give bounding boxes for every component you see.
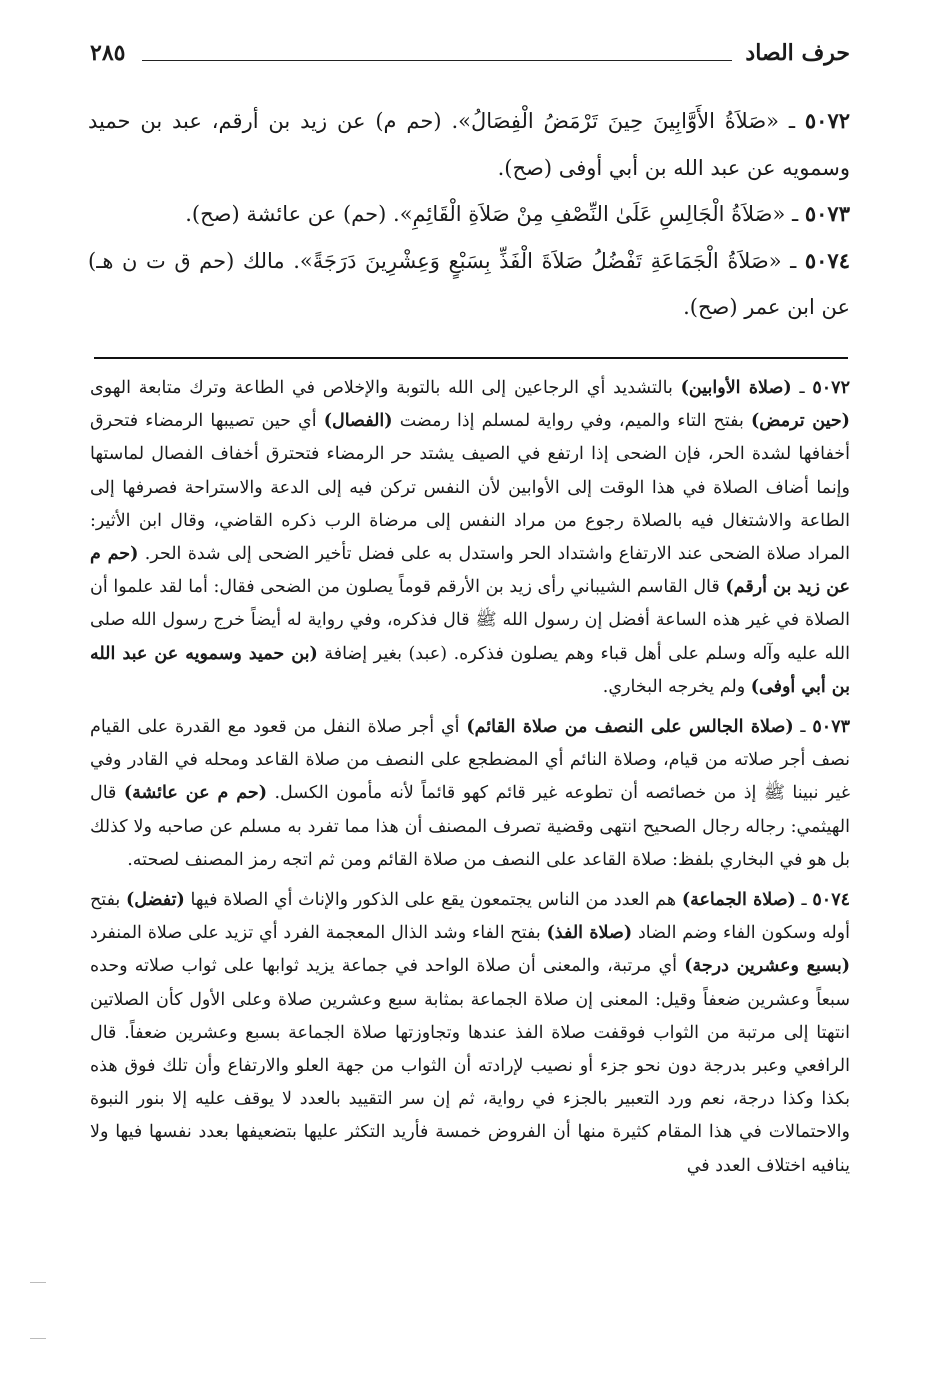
hadith-text: «صَلاَةُ الْجَمَاعَةِ تَفْضُلُ صَلاَةَ الْفَذِّ بِسَبْعٍ وَعِشْرِينَ دَرَجَةً». bbox=[293, 248, 782, 273]
commentary-term: (تفضل) bbox=[126, 890, 185, 911]
hadith-text: «صَلاَةُ الْجَالِسِ عَلَىٰ النِّصْفِ مِنْ صَلاَةِ الْقَائِمِ». bbox=[393, 202, 786, 226]
hadith-item: ٥٠٧٣ ـ «صَلاَةُ الْجَالِسِ عَلَىٰ النِّصْفِ مِنْ صَلاَةِ الْقَائِمِ». (حم) عن عائشة (صح). bbox=[185, 201, 850, 226]
commentary-text: قال القاسم الشيباني رأى زيد بن الأرقم قوماً يصلون من الضحى فقال: أما لقد علموا أن الصلاة في غير هذه الساعة أفضل إن رسول الله ﷺ قال فذكره، وفي رواية له أيضاً خرج رسول الله صلى الله عليه وآله وسلم على أهل قباء وهم يصلون فذكره. bbox=[90, 577, 850, 664]
commentary-term: (صلاة الأوابين) bbox=[680, 378, 792, 398]
commentary-text: هم العدد من الناس يجتمعون يقع على الذكور والإناث أي الصلاة فيها bbox=[190, 890, 677, 911]
commentary-term: (الفصال) bbox=[323, 411, 393, 432]
commentary-term: (حم م عن زيد بن أرقم) bbox=[90, 544, 850, 598]
running-header bbox=[90, 36, 850, 76]
commentary-paragraph: ٥٠٧٣ ـ (صلاة الجالس على النصف من صلاة القائم) أي أجر صلاة النفل من قعود مع القدرة على القيام نصف أجر صلاته من قيام، وصلاة النائم أي المضطجع على النصف من صلاة القاعد ومحله في القادر وفي غير نبينا ﷺ إذ من خصائصه أن تطوعه غير قائم كهو قائماً لأنه مأمون الكسل. (حم م عن عائشة) قال الهيثمي: رجاله رجال الصحيح انتهى وقضية تصرف المصنف أن هذا مما تفرد به مسلم عن صاحبه ولا كذلك بل هو في البخاري بلفظ: صلاة القاعد على النصف من صلاة القائم ومن ثم اتجه رمز المصنف لصحته. bbox=[90, 717, 850, 870]
commentary-text: أي أجر صلاة النفل من قعود مع القدرة على القيام نصف أجر صلاته من قيام، وصلاة النائم أي المضطجع على النصف من صلاة القاعد ومحله في القادر وفي غير نبينا ﷺ إذ من خصائصه أن تطوعه غير قائم كهو قائماً لأنه مأمون الكسل. bbox=[90, 717, 850, 804]
commentary-paragraph: ٥٠٧٢ ـ (صلاة الأوابين) بالتشديد أي الرجاعين إلى الله بالتوبة والإخلاص في الطاعة وترك متابعة الهوى (حين ترمض) بفتح التاء والميم، وفي رواية لمسلم إذا رمضت (الفصال) أي حين تصيبها الرمضاء فتحرق أخفافها لشدة الحر، فإن الضحى إذا ارتفع في الصيف يشتد حر الرمضاء فتحترق أخفاف الفصال لماستها وإنما أضاف الصلاة في هذا الوقت إلى الأوابين لأن النفس تركن فيه إلى الدعة والاستراحة فصرفها إلى الطاعة والاشتغال فيه بالصلاة رجوع من مراد النفس إلى مرضاة الرب ذكره القاضي، وقال ابن الأثير: المراد صلاة الضحى عند الارتفاع واشتداد الحر واستدل به على فضل تأخير الضحى إلى شدة الحر. (حم م عن زيد بن أرقم) قال القاسم الشيباني رأى زيد بن الأرقم قوماً يصلون من الضحى فقال: أما لقد علموا أن الصلاة في غير هذه الساعة أفضل إن رسول الله ﷺ قال فذكره، وفي رواية له أيضاً خرج رسول الله صلى الله عليه وآله وسلم على أهل قباء وهم يصلون فذكره. (عبد) بغير إضافة (بن حميد وسمويه عن عبد الله بن أبي أوفى) ولم يخرجه البخاري. bbox=[90, 378, 850, 697]
hadith-number: ٥٠٧٢ bbox=[804, 108, 851, 133]
commentary-number: ٥٠٧٤ bbox=[812, 890, 850, 911]
hadith-list bbox=[88, 98, 850, 331]
commentary-text: (عبد) بغير إضافة bbox=[324, 643, 448, 664]
hadith-text: «صَلاَةُ الأَوَّابِينَ حِينَ تَرْمَضُ الْفِصَالُ». bbox=[451, 109, 780, 133]
commentary-text: أي حين تصيبها الرمضاء فتحرق أخفافها لشدة الحر، فإن الضحى إذا ارتفع في الصيف يشتد حر الرمضاء فتحترق أخفاف الفصال لماستها وإنما أضاف الصلاة في هذا الوقت إلى الأوابين لأن النفس تركن فيه إلى الدعة والاستراحة فصرفها إلى الطاعة والاشتغال فيه بالصلاة رجوع من مراد النفس إلى مرضاة الرب ذكره القاضي، وقال ابن الأثير: المراد صلاة الضحى عند الارتفاع واشتداد الحر واستدل به على فضل تأخير الضحى إلى شدة الحر. bbox=[90, 411, 850, 565]
commentary-term: (بسبع وعشرين درجة) bbox=[684, 956, 850, 977]
running-title: حرف الصاد bbox=[745, 40, 850, 66]
commentary-term: (صلاة الجماعة) bbox=[681, 890, 796, 911]
commentary-number: ٥٠٧٢ bbox=[812, 378, 850, 398]
hadith-item: ٥٠٧٢ ـ «صَلاَةُ الأَوَّابِينَ حِينَ تَرْمَضُ الْفِصَالُ». (حم م) عن زيد بن أرقم، عبد بن حميد وسمويه عن عبد الله بن أبي أوفى (صح). bbox=[88, 108, 851, 180]
commentary-text: بفتح أوله وسكون الفاء وضم الضاد bbox=[90, 890, 850, 944]
scan-margin-mark bbox=[30, 1338, 46, 1339]
commentary-text: بالتشديد أي الرجاعين إلى الله بالتوبة والإخلاص في الطاعة وترك متابعة الهوى bbox=[90, 378, 673, 398]
commentary-term: (صلاة الفذ) bbox=[546, 923, 633, 944]
commentary-term: (حم م عن عائشة) bbox=[123, 783, 268, 804]
header-rule bbox=[142, 60, 732, 61]
commentary-term: (بن حميد وسمويه عن عبد الله بن أبي أوفى) bbox=[90, 643, 850, 697]
commentary-text: بفتح الفاء وشد الذال المعجمة الفرد أي تزيد على صلاة المنفرد bbox=[90, 923, 541, 944]
commentary-paragraph: ٥٠٧٤ ـ (صلاة الجماعة) هم العدد من الناس يجتمعون يقع على الذكور والإناث أي الصلاة فيها (تفضل) بفتح أوله وسكون الفاء وضم الضاد (صلاة الفذ) بفتح الفاء وشد الذال المعجمة الفرد أي تزيد على صلاة المنفرد (بسبع وعشرين درجة) أي مرتبة، والمعنى أن صلاة الواحد في جماعة يزيد ثوابها على ثواب صلاته وحده سبعاً وعشرين ضعفاً وقيل: المعنى إن صلاة الجماعة بمثابة سبع وعشرين صلاة وعلى الأول كأن الصلاتين انتهتا إلى مرتبة من الثواب فوقفت صلاة الفذ عندها وتجاوزتها صلاة الجماعة بسبع وعشرين ضعفاً. قال الرافعي وعبر بدرجة دون نحو جزء أو نصيب لإرادته أن الثواب من جهة العلو والارتفاع وأن تلك فوق هذه بكذا وكذا درجة، نعم ورد التعبير بالجزء في رواية، ثم إن سر التقييد بالعدد لا يوقف عليه إلا بنور النبوة والاحتمالات في هذا المقام كثيرة منها أن الفروض خمسة فأريد التكثر عليها بتضعيفها بعدد نفسها فيها ولا ينافيه اختلاف العدد في bbox=[90, 890, 850, 1176]
commentary-text: ولم يخرجه البخاري. bbox=[602, 676, 746, 697]
footnote-separator bbox=[94, 357, 848, 359]
commentary-term: (حين ترمض) bbox=[750, 411, 850, 432]
hadith-source: (حم م) عن زيد بن أرقم، عبد بن حميد وسمويه عن عبد الله بن أبي أوفى (صح). bbox=[88, 109, 850, 180]
commentary-number: ٥٠٧٣ bbox=[812, 717, 850, 738]
commentary-text: أي مرتبة، والمعنى أن صلاة الواحد في جماعة يزيد ثوابها على ثواب صلاته وحده سبعاً وعشرين ضعفاً وقيل: المعنى إن صلاة الجماعة بمثابة سبع وعشرين صلاة وعلى الأول كأن الصلاتين انتهتا إلى مرتبة من الثواب فوقفت صلاة الفذ عندها وتجاوزتها صلاة الجماعة بسبع وعشرين ضعفاً. قال الرافعي وعبر بدرجة دون نحو جزء أو نصيب لإرادته أن الثواب من جهة العلو والارتفاع وأن تلك فوق هذه بكذا وكذا درجة، نعم ورد التعبير بالجزء في رواية، ثم إن سر التقييد بالعدد لا يوقف عليه إلا بنور النبوة والاحتمالات في هذا المقام كثيرة منها أن الفروض خمسة فأريد التكثر عليها بتضعيفها بعدد نفسها فيها ولا ينافيه اختلاف العدد في bbox=[90, 956, 850, 1176]
commentary-text: بفتح التاء والميم، وفي رواية لمسلم إذا رمضت bbox=[399, 411, 744, 432]
commentary-text: قال الهيثمي: رجاله رجال الصحيح انتهى وقضية تصرف المصنف أن هذا مما تفرد به مسلم عن صاحبه ولا كذلك بل هو في البخاري بلفظ: صلاة القاعد على النصف من صلاة القائم ومن ثم اتجه رمز المصنف لصحته. bbox=[90, 783, 850, 870]
hadith-number: ٥٠٧٣ bbox=[804, 201, 850, 226]
hadith-source: مالك (حم ق ت ن هـ) عن ابن عمر (صح). bbox=[88, 248, 850, 319]
commentary-term: (صلاة الجالس على النصف من صلاة القائم) bbox=[466, 717, 794, 738]
page-number: ٢٨٥ bbox=[90, 40, 126, 66]
hadith-source: (حم) عن عائشة (صح). bbox=[185, 202, 387, 226]
scan-margin-mark bbox=[30, 1282, 46, 1283]
commentary-section bbox=[90, 372, 850, 1190]
hadith-number: ٥٠٧٤ bbox=[804, 247, 850, 273]
hadith-item: ٥٠٧٤ ـ «صَلاَةُ الْجَمَاعَةِ تَفْضُلُ صَلاَةَ الْفَذِّ بِسَبْعٍ وَعِشْرِينَ دَرَجَةً». مالك (حم ق ت ن هـ) عن ابن عمر (صح). bbox=[88, 247, 850, 319]
